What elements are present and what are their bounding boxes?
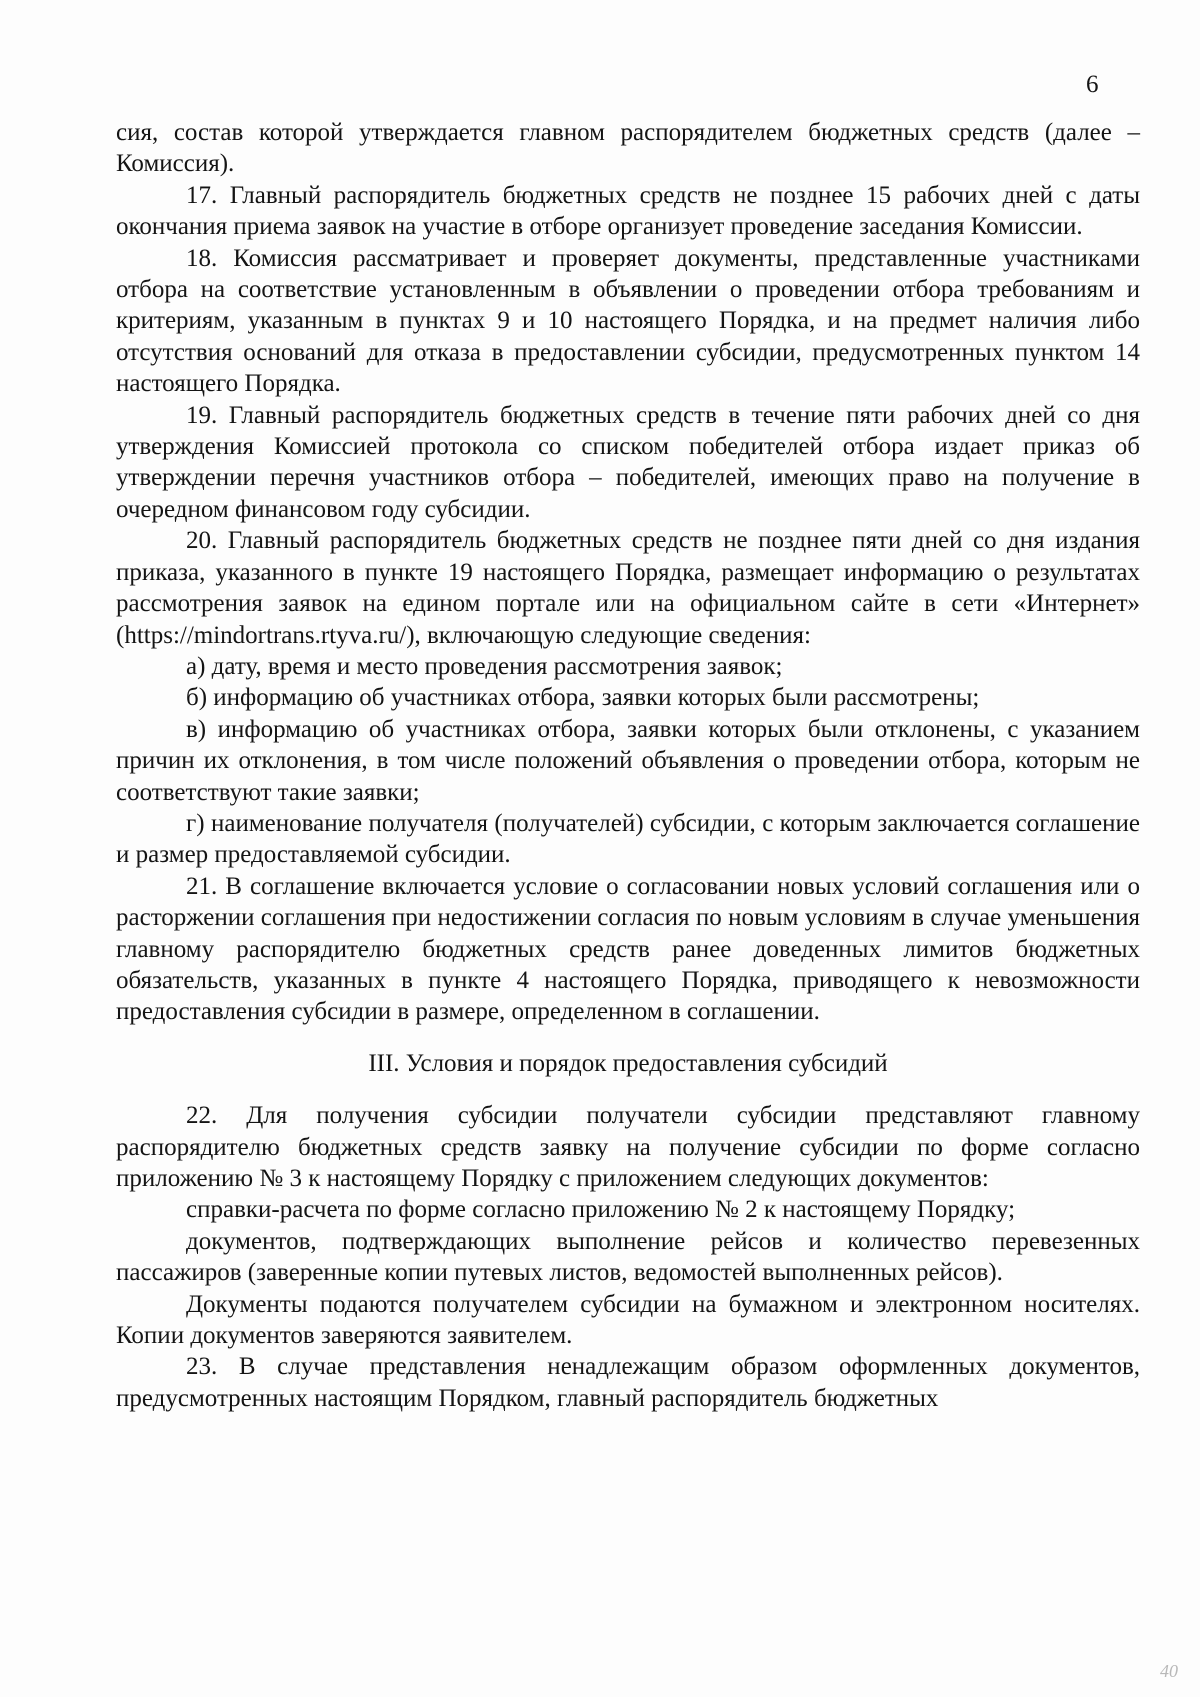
paragraph-22-item-1: справки-расчета по форме согласно приложению № 2 к настоящему Порядку; [186, 1196, 1016, 1224]
list-item-a: а) дату, время и место проведения рассмотрения заявок; [186, 652, 783, 680]
list-item-g: г) наименование получателя (получателей) субсидии, с которым заключается соглашение и размер предоставляемой субсидии. [116, 809, 1140, 869]
handwritten-corner-mark: 40 [1160, 1661, 1178, 1681]
paragraph-documents: Документы подаются получателем субсидии на бумажном и электронном носителях. Копии документов заверяются заявителем. [116, 1290, 1140, 1350]
paragraph-17: 17. Главный распорядитель бюджетных средств не позднее 15 рабочих дней с даты окончания приема заявок на участие в отборе организует проведение заседания Комиссии. [116, 181, 1140, 241]
paragraph-continuation: сия, состав которой утверждается главном распорядителем бюджетных средств (далее – Комиссия). [116, 119, 1140, 178]
paragraph-20: 20. Главный распорядитель бюджетных средств не позднее пяти дней со дня издания приказа, указанного в пункте 19 настоящего Порядка, размещает информацию о результатах рассмотрения заявок на едином портале или на официальном сайте в сети «Интернет» (https://mindortrans.rtyva.ru/), включающую следующие сведения: [116, 527, 1140, 649]
list-item-b: б) информацию об участниках отбора, заявки которых были рассмотрены; [186, 684, 980, 712]
document-body [116, 117, 1140, 1414]
paragraph-18: 18. Комиссия рассматривает и проверяет документы, представленные участниками отбора на соответствие установленным в объявлении о проведении отбора требованиям и критериям, указанным в пунктах 9 и 10 настоящего Порядка, и на предмет наличия либо отсутствия оснований для отказа в предоставлении субсидии, предусмотренных пунктом 14 настоящего Порядка. [116, 244, 1140, 398]
paragraph-19: 19. Главный распорядитель бюджетных средств в течение пяти рабочих дней со дня утверждения Комиссией протокола со списком победителей отбора издает приказ об утверждении перечня участников отбора – победителей, имеющих право на получение в очередном финансовом году субсидии. [116, 401, 1140, 523]
list-item-v: в) информацию об участниках отбора, заявки которых были отклонены, с указанием причин их отклонения, в том числе положений объявления о проведении отбора, которым не соответствуют такие заявки; [116, 715, 1140, 806]
page-number: 6 [1086, 71, 1099, 98]
section-heading: III. Условия и порядок предоставления субсидий [368, 1049, 888, 1077]
paragraph-22-item-2: документов, подтверждающих выполнение рейсов и количество перевезенных пассажиров (заверенные копии путевых листов, ведомостей выполненных рейсов). [116, 1227, 1140, 1287]
paragraph-21: 21. В соглашение включается условие о согласовании новых условий соглашения или о расторжении соглашения при недостижении согласия по новым условиям в случае уменьшения главному распорядителю бюджетных средств ранее доведенных лимитов бюджетных обязательств, указанных в пункте 4 настоящего Порядка, приводящего к невозможности предоставления субсидии в размере, определенном в соглашении. [116, 872, 1140, 1026]
paragraph-22: 22. Для получения субсидии получатели субсидии представляют главному распорядителю бюджетных средств заявку на получение субсидии по форме согласно приложению № 3 к настоящему Порядку с приложением следующих документов: [116, 1102, 1140, 1192]
paragraph-23: 23. В случае представления ненадлежащим образом оформленных документов, предусмотренных настоящим Порядком, главный распорядитель бюджетных [116, 1353, 1140, 1412]
